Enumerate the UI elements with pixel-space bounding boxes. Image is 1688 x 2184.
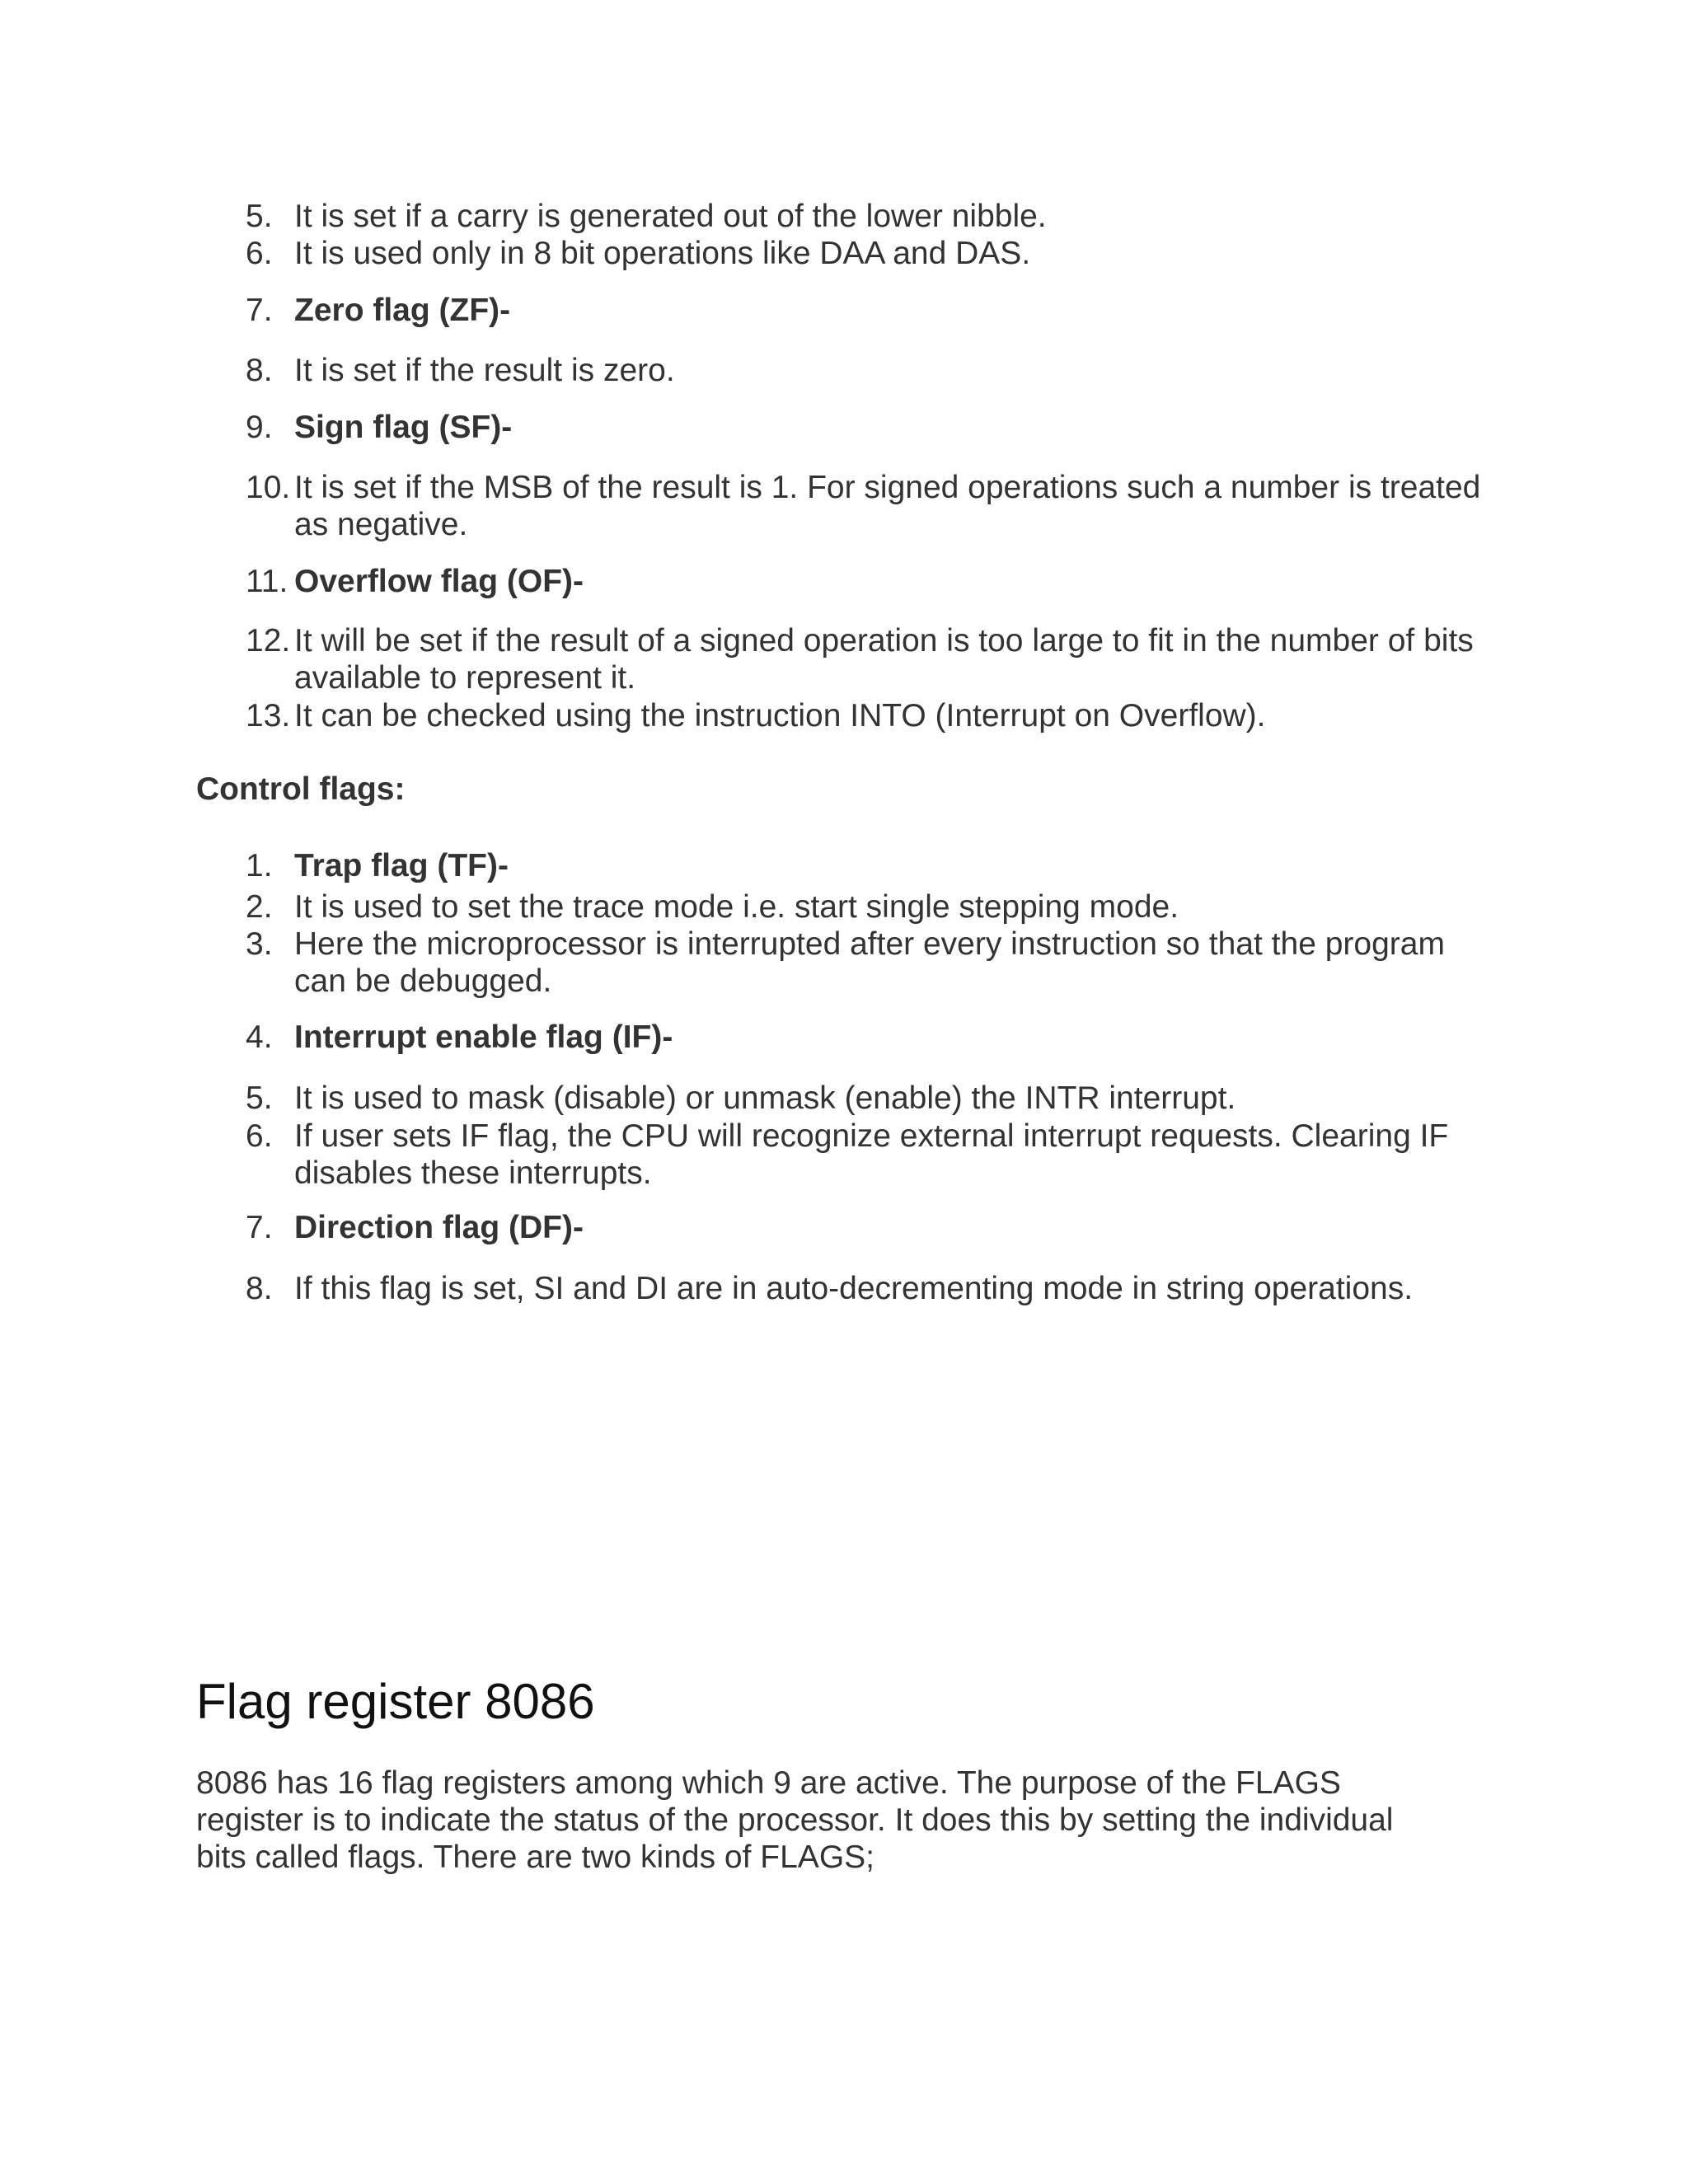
list-number: 6.: [246, 236, 273, 271]
list-number: 12.: [246, 623, 291, 658]
list-text: It will be set if the result of a signed operation is too large to fit in the number of bits available to represent it.: [294, 623, 1474, 696]
list-number: 2.: [246, 889, 273, 925]
trap-flag-heading: Trap flag (TF)-: [294, 848, 509, 883]
zero-flag-heading: Zero flag (ZF)-: [294, 293, 511, 328]
list-text: It is set if the result is zero.: [294, 353, 675, 388]
overflow-flag-heading: Overflow flag (OF)-: [294, 564, 584, 599]
list-text: It is set if the MSB of the result is 1. For signed operations such a number is treated as negative.: [294, 470, 1481, 542]
list-number: 7.: [246, 1210, 273, 1245]
list-text: It is set if a carry is generated out of the lower nibble.: [294, 199, 1047, 234]
list-text: It can be checked using the instruction INTO (Interrupt on Overflow).: [294, 698, 1266, 733]
list-number: 5.: [246, 199, 273, 234]
list-text: Here the microprocessor is interrupted after every instruction so that the program can be debugged.: [294, 926, 1445, 999]
list-number: 8.: [246, 1271, 273, 1306]
list-text: It is used to set the trace mode i.e. start single stepping mode.: [294, 889, 1179, 925]
list-text: It is used to mask (disable) or unmask (enable) the INTR interrupt.: [294, 1080, 1236, 1116]
list-number: 10.: [246, 470, 291, 505]
list-number: 7.: [246, 293, 273, 328]
control-flags-label: Control flags:: [196, 771, 406, 807]
flag-register-heading: Flag register 8086: [196, 1674, 595, 1730]
list-text: If user sets IF flag, the CPU will recognize external interrupt requests. Clearing IF disables these interrupts.: [294, 1118, 1449, 1191]
list-number: 6.: [246, 1118, 273, 1154]
sign-flag-heading: Sign flag (SF)-: [294, 410, 513, 445]
list-number: 9.: [246, 410, 273, 445]
flag-register-paragraph: 8086 has 16 flag registers among which 9 are active. The purpose of the FLAGS register is to indicate the status of the processor. It does this by setting the individual bits called flags. There are two kinds of FLAGS;: [196, 1765, 1394, 1875]
list-number: 8.: [246, 353, 273, 388]
interrupt-enable-flag-heading: Interrupt enable flag (IF)-: [294, 1019, 673, 1055]
list-number: 11.: [246, 564, 288, 599]
list-text: It is used only in 8 bit operations like DAA and DAS.: [294, 236, 1031, 271]
list-number: 13.: [246, 698, 291, 733]
list-number: 5.: [246, 1080, 273, 1116]
direction-flag-heading: Direction flag (DF)-: [294, 1210, 584, 1245]
list-text: If this flag is set, SI and DI are in auto-decrementing mode in string operations.: [294, 1271, 1414, 1306]
list-number: 3.: [246, 926, 273, 962]
list-number: 1.: [246, 848, 273, 883]
list-number: 4.: [246, 1019, 273, 1055]
